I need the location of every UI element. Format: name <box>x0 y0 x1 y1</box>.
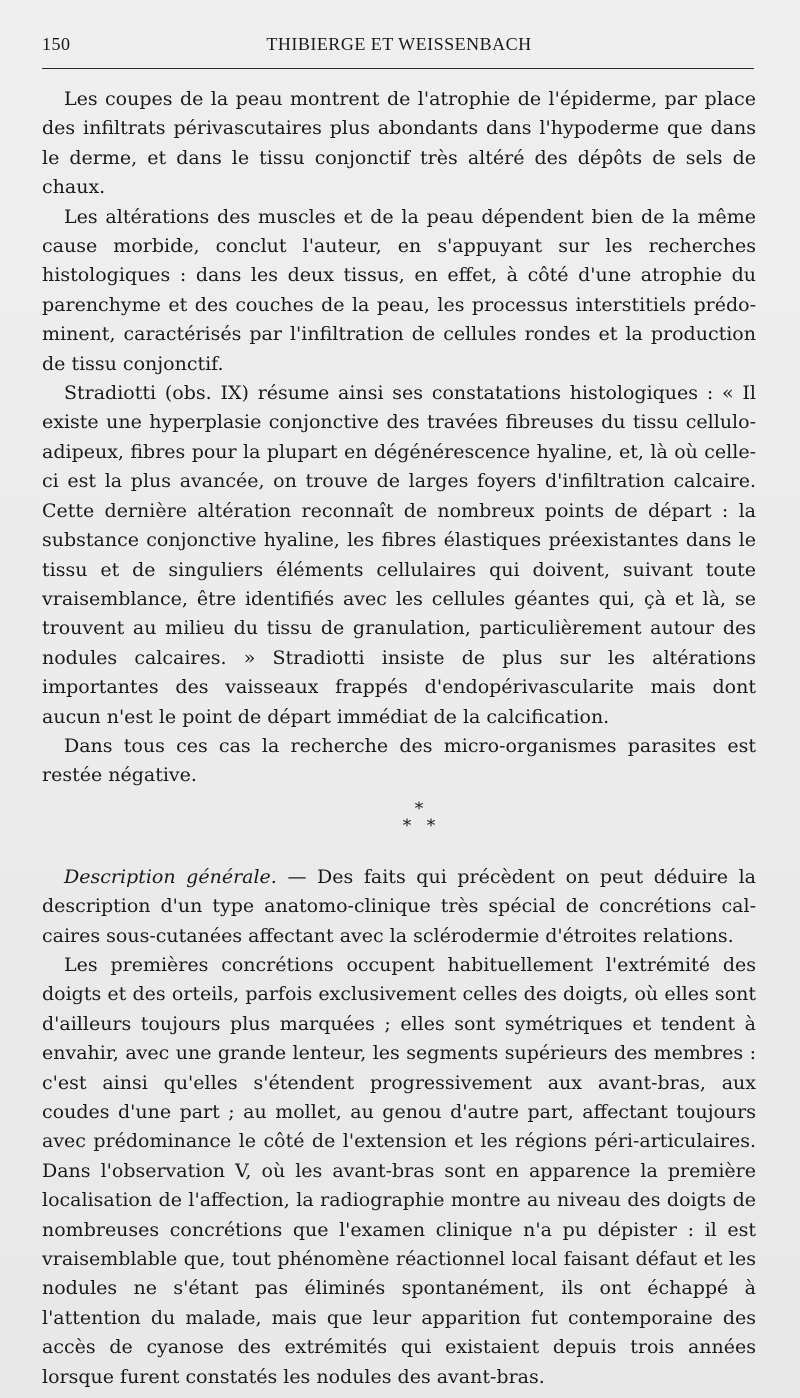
page-header <box>42 34 756 58</box>
paragraph-6: Les premières concrétions occupent habituellement l'extrémité des doigts et des orteils, parfois exclusivement celles des doigts, où elles sont d'ailleurs toujours plus marquées ; elles sont symétriques et tendent à envahir, avec une grande lenteur, les segments supérieurs des membres : c'est ainsi qu'elles s'étendent progressivement aux avant-bras, aux coudes d'une part ; au mollet, au genou d'autre part, affectant toujours avec prédominance le côté de l'extension et les régions péri-articulaires. Dans l'observation V, où les avant-bras sont en apparence la première localisation de l'affection, la radiographie montre au niveau des doigts de nombreuses concrétions que l'examen clinique n'a pu dépister : il est vraisemblable que, tout phénomène réactionnel local faisant défaut et les nodules ne s'étant pas éliminés spontanément, ils ont échappé à l'attention du malade, mais que leur apparition fut contemporaine des accès de cyanose des extrémités qui existaient depuis trois années lorsque furent constatés les nodules des avant-bras. <box>42 953 756 1388</box>
asterism-top: * <box>414 798 424 819</box>
asterism-bottom: * * <box>402 815 436 836</box>
paragraph-2: Les altérations des muscles et de la peau dépendent bien de la même cause morbide, conclut l'auteur, en s'appuyant sur les recherches histologiques : dans les deux tissus, en effet, à côté d'une atrophie du parenchyme et des couches de la peau, les processus interstitiels prédominent, caractérisés par l'infiltration de cellules rondes et la production de tissu conjonctif. <box>42 205 756 375</box>
section-title: Description générale. <box>64 865 277 888</box>
section-intro: — Des faits qui précèdent on peut déduire la description d'un type anatomo-clinique très spécial de concrétions calcaires sous-cutanées affectant avec la sclérodermie d'étroites relations. <box>42 865 756 947</box>
asterism-divider <box>42 798 756 836</box>
section-paragraph <box>42 863 756 951</box>
running-title: THIBIERGE ET WEISSENBACH <box>266 34 532 54</box>
paragraph-1: Les coupes de la peau montrent de l'atrophie de l'épiderme, par place des infiltrats périvascutaires plus abondants dans l'hypoderme que dans le derme, et dans le tissu conjonctif très altéré des dépôts de sels de chaux. <box>42 88 756 199</box>
page-number: 150 <box>42 34 71 54</box>
header-rule <box>42 68 754 69</box>
paragraph-3: Stradiotti (obs. IX) résume ainsi ses constatations histologiques : « Il existe une hyperplasie conjonctive des travées fibreuses du tissu cellulo-adipeux, fibres pour la plupart en dégénérescence hyaline, et, là où celle-ci est la plus avancée, on trouve de larges foyers d'infiltration calcaire. Cette dernière altération reconnaît de nombreux points de départ : la substance conjonctive hyaline, les fibres élastiques préexistantes dans le tissu et de singuliers éléments cellulaires qui doivent, suivant toute vraisemblance, être identifiés avec les cellules géantes qui, çà et là, se trouvent au milieu du tissu de granulation, particulièrement autour des nodules calcaires. » Stradiotti insiste de plus sur les altérations importantes des vaisseaux frappés d'endopérivascularite mais dont aucun n'est le point de départ immédiat de la calcification. <box>42 382 756 728</box>
paragraph-4: Dans tous ces cas la recherche des micro-organismes parasites est restée négative. <box>42 734 756 787</box>
body-text <box>42 85 756 1392</box>
